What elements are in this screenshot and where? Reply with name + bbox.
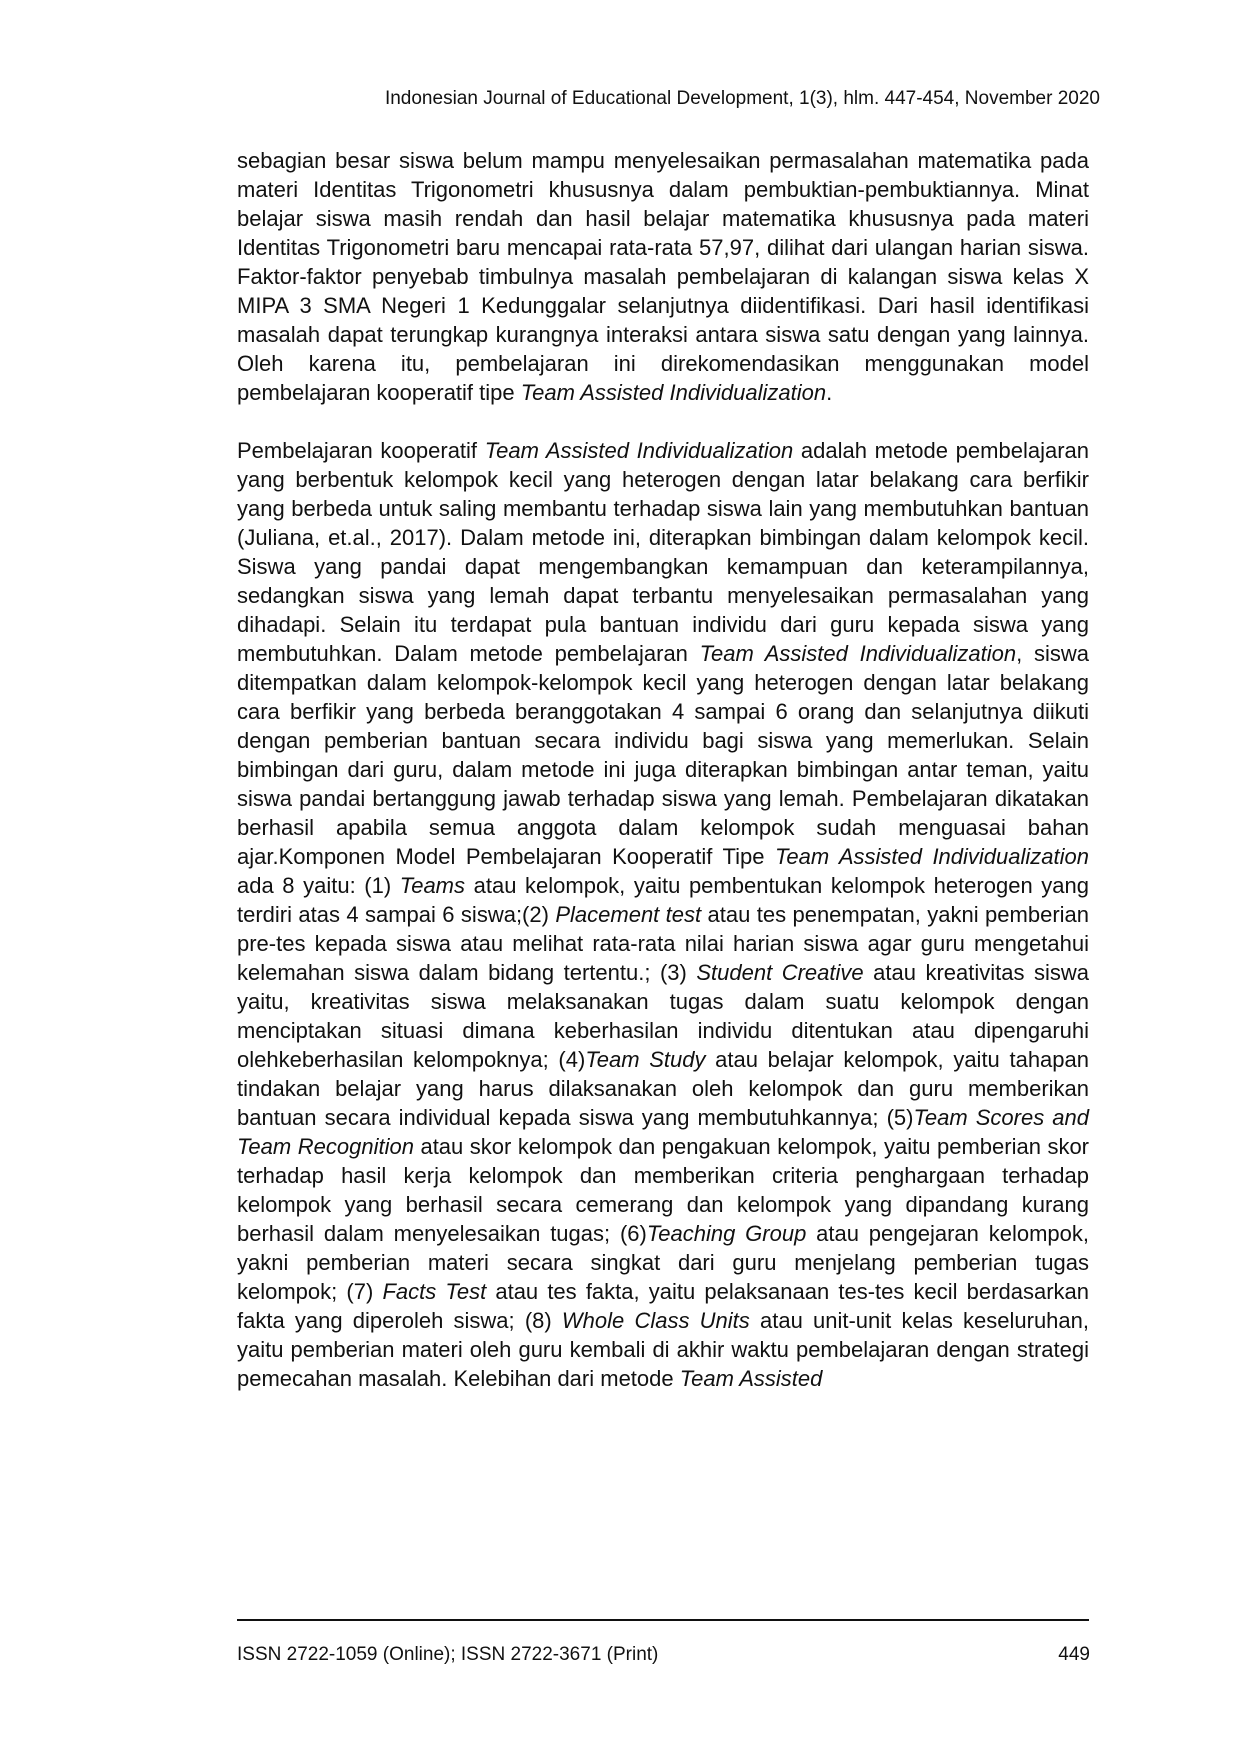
italic-term: Student Creative <box>696 960 864 985</box>
text-run: ada 8 yaitu: (1) <box>237 873 400 898</box>
italic-term: Team Assisted Individualization <box>484 438 794 463</box>
italic-term: Team Assisted Individualization <box>774 844 1089 869</box>
italic-term: Team Study <box>585 1047 706 1072</box>
text-run: atau pengejaran kelompok, yakni pemberian materi secara singkat dari guru menjelang pemberian tugas kelompok; (7) <box>237 1221 1089 1304</box>
text-run: Pembelajaran kooperatif <box>237 438 485 463</box>
italic-term: Teaching Group <box>646 1221 807 1246</box>
text-run: atau kreativitas siswa yaitu, kreativitas siswa melaksanakan tugas dalam suatu kelompok dengan menciptakan situasi dimana keberhasilan individu ditentukan atau dipengaruhi olehkeberhasilan kelompoknya; (4) <box>237 960 1089 1072</box>
text-run: atau tes fakta, yaitu pelaksanaan tes-tes kecil berdasarkan fakta yang diperoleh siswa; (8) <box>237 1279 1089 1333</box>
page-number: 449 <box>1058 1644 1090 1665</box>
footer-issn: ISSN 2722-1059 (Online); ISSN 2722-3671 (Print) <box>237 1644 659 1665</box>
italic-term: Team Assisted <box>679 1366 823 1391</box>
paragraph-2 <box>237 436 1089 1393</box>
italic-term: Facts Test <box>382 1279 487 1304</box>
text-run: sebagian besar siswa belum mampu menyelesaikan permasalahan matematika pada materi Identitas Trigonometri khususnya dalam pembuktian-pembuktiannya. Minat belajar siswa masih rendah dan hasil belajar matematika khususnya pada materi Identitas Trigonometri baru mencapai rata-rata 57,97, dilihat dari ulangan harian siswa. Faktor-faktor penyebab timbulnya masalah pembelajaran di kalangan siswa kelas X MIPA 3 SMA Negeri 1 Kedunggalar selanjutnya diidentifikasi. Dari hasil identifikasi masalah dapat terungkap kurangnya interaksi antara siswa satu dengan yang lainnya. Oleh karena itu, pembelajaran ini direkomendasikan menggunakan model pembelajaran kooperatif tipe <box>237 148 1089 405</box>
text-run: atau tes penempatan, yakni pemberian pre-tes kepada siswa atau melihat rata-rata nilai harian siswa agar guru mengetahui kelemahan siswa dalam bidang tertentu.; (3) <box>237 902 1089 985</box>
italic-term: Whole Class Units <box>561 1308 750 1333</box>
italic-term: Placement test <box>555 902 702 927</box>
text-run: atau belajar kelompok, yaitu tahapan tindakan belajar yang harus dilaksanakan oleh kelompok dan guru memberikan bantuan secara individual kepada siswa yang membutuhkannya; (5) <box>237 1047 1089 1130</box>
text-run: , siswa ditempatkan dalam kelompok-kelompok kecil yang heterogen dengan latar belakang cara berfikir yang berbeda beranggotakan 4 sampai 6 orang dan selanjutnya diikuti dengan pemberian bantuan secara individu bagi siswa yang memerlukan. Selain bimbingan dari guru, dalam metode ini juga diterapkan bimbingan antar teman, yaitu siswa pandai bertanggung jawab terhadap siswa yang lemah. Pembelajaran dikatakan berhasil apabila semua anggota dalam kelompok sudah menguasai bahan ajar.Komponen Model Pembelajaran Kooperatif Tipe <box>237 641 1089 869</box>
paragraph-1 <box>237 146 1089 407</box>
text-run: . <box>826 380 833 405</box>
italic-term: Team Scores and Team Recognition <box>237 1105 1089 1159</box>
italic-term: Teams <box>399 873 466 898</box>
footer-rule <box>237 1619 1089 1621</box>
running-header: Indonesian Journal of Educational Development, 1(3), hlm. 447-454, November 2020 <box>384 88 1100 109</box>
body-text <box>237 146 1089 1393</box>
text-run: atau unit-unit kelas keseluruhan, yaitu pemberian materi oleh guru kembali di akhir waktu pembelajaran dengan strategi pemecahan masalah. Kelebihan dari metode <box>237 1308 1089 1391</box>
text-run: atau skor kelompok dan pengakuan kelompok, yaitu pemberian skor terhadap hasil kerja kelompok dan memberikan criteria penghargaan terhadap kelompok yang berhasil secara cemerang dan kelompok yang dipandang kurang berhasil dalam menyelesaikan tugas; (6) <box>237 1134 1090 1246</box>
italic-term: Team Assisted Individualization <box>520 380 827 405</box>
text-run: adalah metode pembelajaran yang berbentuk kelompok kecil yang heterogen dengan latar belakang cara berfikir yang berbeda untuk saling membantu terhadap siswa lain yang membutuhkan bantuan (Juliana, et.al., 2017). Dalam metode ini, diterapkan bimbingan dalam kelompok kecil. Siswa yang pandai dapat mengembangkan kemampuan dan keterampilannya, sedangkan siswa yang lemah dapat terbantu menyelesaikan permasalahan yang dihadapi. Selain itu terdapat pula bantuan individu dari guru kepada siswa yang membutuhkan. Dalam metode pembelajaran <box>237 438 1089 666</box>
italic-term: Team Assisted Individualization <box>699 641 1017 666</box>
text-run: atau kelompok, yaitu pembentukan kelompok heterogen yang terdiri atas 4 sampai 6 siswa;(2) <box>237 873 1089 927</box>
